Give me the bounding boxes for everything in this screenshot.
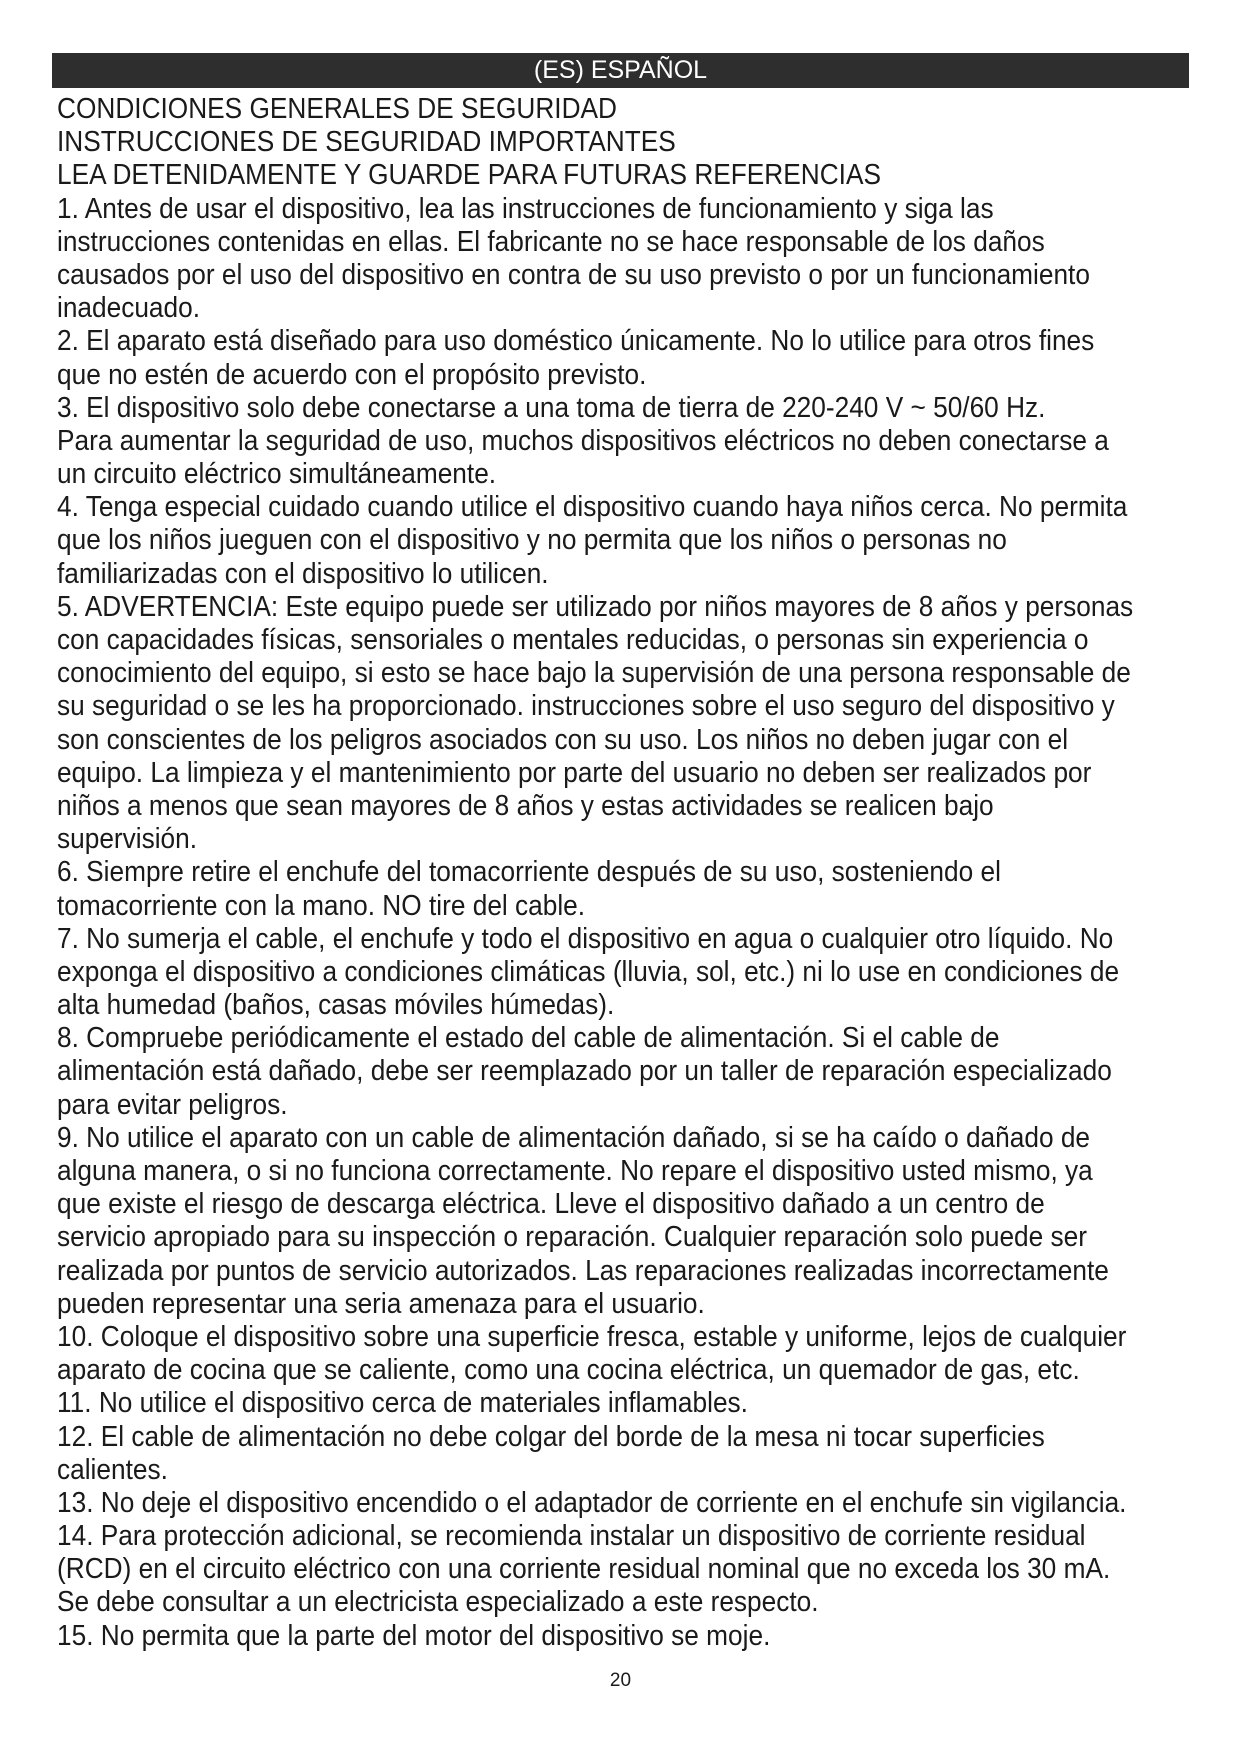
instruction-text-line: Se debe consultar a un electricista especializado a este respecto.	[57, 1586, 819, 1619]
instruction-text-line: alguna manera, o si no funciona correctamente. No repare el dispositivo usted mismo, ya	[57, 1155, 1093, 1187]
instruction-text-line: tomacorriente con la mano. NO tire del cable.	[57, 889, 586, 922]
instruction-text-line: 8. Compruebe periódicamente el estado del cable de alimentación. Si el cable de	[57, 1022, 1000, 1055]
instruction-text-line: causados por el uso del dispositivo en contra de su uso previsto o por un funcionamiento	[57, 258, 1090, 291]
section-heading-line: INSTRUCCIONES DE SEGURIDAD IMPORTANTES	[57, 126, 676, 159]
instruction-text-line: pueden representar una seria amenaza para el usuario.	[57, 1287, 705, 1320]
instruction-text-line: (RCD) en el circuito eléctrico con una corriente residual nominal que no exceda los 30 mA.	[57, 1553, 1111, 1586]
instruction-text-line: 10. Coloque el dispositivo sobre una superficie fresca, estable y uniforme, lejos de cualquier	[57, 1320, 1127, 1353]
instruction-text-line: alta humedad (baños, casas móviles húmedas).	[57, 989, 615, 1022]
instruction-text-line: realizada por puntos de servicio autorizados. Las reparaciones realizadas incorrectamente	[57, 1254, 1109, 1287]
instruction-text-line: alimentación está dañado, debe ser reemplazado por un taller de reparación especializado	[57, 1055, 1112, 1088]
instruction-text-line: 14. Para protección adicional, se recomienda instalar un dispositivo de corriente residual	[57, 1520, 1086, 1553]
instruction-text-line: 2. El aparato está diseñado para uso doméstico únicamente. No lo utilice para otros fines	[57, 325, 1095, 358]
page-number: 20	[609, 1670, 632, 1691]
instruction-text-line: 1. Antes de usar el dispositivo, lea las instrucciones de funcionamiento y siga las	[57, 192, 994, 225]
instruction-text-line: aparato de cocina que se caliente, como una cocina eléctrica, un quemador de gas, etc.	[57, 1354, 1080, 1387]
instruction-text-line: inadecuado.	[57, 292, 201, 325]
instruction-text-line: 3. El dispositivo solo debe conectarse a una toma de tierra de 220-240 V ~ 50/60 Hz.	[57, 391, 1046, 424]
instruction-text-line: conocimiento del equipo, si esto se hace bajo la supervisión de una persona responsable de	[57, 657, 1131, 690]
instruction-text-line: servicio apropiado para su inspección o reparación. Cualquier reparación solo puede ser	[57, 1221, 1088, 1254]
instruction-text-line: con capacidades físicas, sensoriales o mentales reducidas, o personas sin experiencia o	[57, 624, 1089, 656]
instruction-text-line: 4. Tenga especial cuidado cuando utilice el dispositivo cuando haya niños cerca. No permita	[57, 491, 1128, 524]
section-heading-line: LEA DETENIDAMENTE Y GUARDE PARA FUTURAS REFERENCIAS	[57, 159, 881, 192]
instruction-text-line: que existe el riesgo de descarga eléctrica. Lleve el dispositivo dañado a un centro de	[57, 1188, 1045, 1221]
instruction-text-line: niños a menos que sean mayores de 8 años y estas actividades se realicen bajo	[57, 789, 994, 822]
instruction-text-line: su seguridad o se les ha proporcionado. instrucciones sobre el uso seguro del dispositivo y	[57, 690, 1115, 723]
instruction-text-line: 9. No utilice el aparato con un cable de alimentación dañado, si se ha caído o dañado de	[57, 1121, 1091, 1154]
instruction-text-line: para evitar peligros.	[57, 1088, 288, 1121]
language-header-bar	[52, 53, 1189, 88]
section-heading-line: CONDICIONES GENERALES DE SEGURIDAD	[57, 93, 618, 125]
instruction-text-line: supervisión.	[57, 823, 198, 856]
instruction-text-line: 13. No deje el dispositivo encendido o el adaptador de corriente en el enchufe sin vigilancia.	[57, 1486, 1127, 1519]
instruction-text-line: 7. No sumerja el cable, el enchufe y todo el dispositivo en agua o cualquier otro líquido. No	[57, 922, 1114, 955]
instruction-text-line: 6. Siempre retire el enchufe del tomacorriente después de su uso, sosteniendo el	[57, 856, 1001, 889]
instruction-text-line: calientes.	[57, 1453, 168, 1486]
safety-instructions-text	[57, 93, 1134, 1653]
instruction-text-line: instrucciones contenidas en ellas. El fabricante no se hace responsable de los daños	[57, 225, 1045, 258]
instruction-text-line: que no estén de acuerdo con el propósito previsto.	[57, 358, 647, 391]
instruction-text-line: son conscientes de los peligros asociados con su uso. Los niños no deben jugar con el	[57, 723, 1069, 756]
instruction-text-line: Para aumentar la seguridad de uso, muchos dispositivos eléctricos no deben conectarse a	[57, 424, 1109, 457]
instruction-text-line: 15. No permita que la parte del motor del dispositivo se moje.	[57, 1619, 771, 1652]
instruction-text-line: 12. El cable de alimentación no debe colgar del borde de la mesa ni tocar superficies	[57, 1420, 1045, 1453]
language-label: (ES) ESPAÑOL	[533, 56, 708, 84]
instruction-text-line: 5. ADVERTENCIA: Este equipo puede ser utilizado por niños mayores de 8 años y personas	[57, 590, 1134, 623]
instruction-text-line: familiarizadas con el dispositivo lo utilicen.	[57, 557, 549, 590]
instruction-text-line: 11. No utilice el dispositivo cerca de materiales inflamables.	[57, 1387, 748, 1420]
instruction-text-line: exponga el dispositivo a condiciones climáticas (lluvia, sol, etc.) ni lo use en condiciones de	[57, 955, 1120, 988]
instruction-text-line: equipo. La limpieza y el mantenimiento por parte del usuario no deben ser realizados por	[57, 756, 1092, 789]
instruction-text-line: un circuito eléctrico simultáneamente.	[57, 458, 497, 491]
instruction-text-line: que los niños jueguen con el dispositivo y no permita que los niños o personas no	[57, 524, 1007, 557]
